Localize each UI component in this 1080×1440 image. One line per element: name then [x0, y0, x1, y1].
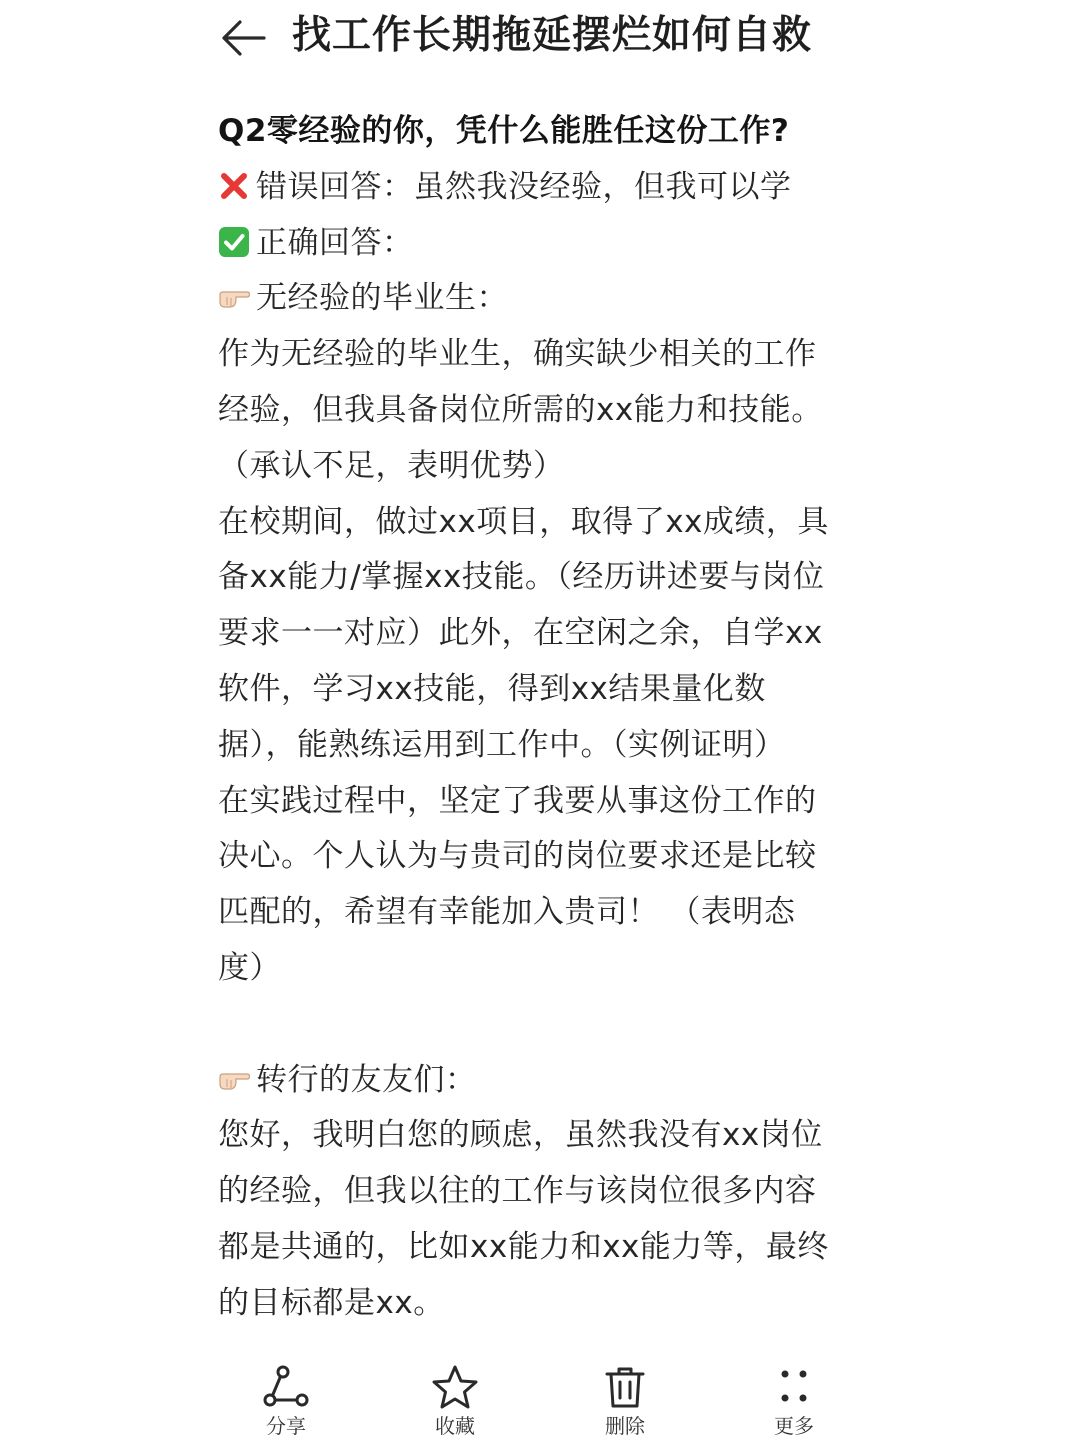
text-line	[218, 718, 866, 774]
line-text: 错误回答：虽然我没经验，但我可以学	[256, 168, 792, 205]
bottom-action-bar	[0, 1348, 1080, 1440]
line-text: 要求一一对应）此外，在空闲之余，自学xx	[218, 615, 823, 652]
line-text: 的目标都是xx。	[218, 1284, 445, 1321]
top-app-bar	[0, 0, 1080, 80]
line-text: 度）	[218, 949, 281, 986]
text-line	[218, 495, 866, 551]
article-body	[218, 104, 866, 1350]
line-text: 在实践过程中，坚定了我要从事这份工作的	[218, 782, 817, 819]
delete-label: 删除	[605, 1414, 645, 1438]
line-text: 在校期间，做过xx项目，取得了xx成绩，具	[218, 503, 829, 540]
cross-mark-icon	[218, 165, 250, 197]
line-text: （承认不足，表明优势）	[218, 447, 565, 484]
share-label: 分享	[266, 1414, 306, 1438]
text-line	[218, 1220, 866, 1276]
text-line	[218, 1276, 866, 1332]
arrow-left-icon	[218, 18, 266, 58]
text-line	[218, 941, 866, 997]
text-line	[218, 885, 866, 941]
more-label: 更多	[774, 1414, 814, 1438]
line-text: 软件，学习xx技能，得到xx结果量化数	[218, 670, 766, 707]
page-title: 找工作长期拖延摆烂如何自救	[292, 13, 813, 58]
line-text: 匹配的，希望有幸能加入贵司！ （表明态	[218, 894, 796, 931]
line-text: 的经验，但我以往的工作与该岗位很多内容	[218, 1173, 817, 1210]
line-text: 决心。个人认为与贵司的岗位要求还是比较	[218, 838, 817, 875]
line-text: 经验，但我具备岗位所需的xx能力和技能。	[218, 391, 823, 428]
line-text: 据），能熟练运用到工作中。（实例证明）	[218, 726, 786, 763]
blank-line	[218, 997, 866, 1053]
star-icon	[430, 1364, 480, 1410]
text-line	[218, 662, 866, 718]
share-button[interactable]	[231, 1364, 341, 1440]
text-line	[218, 383, 866, 439]
text-line	[218, 774, 866, 830]
pointing-hand-icon	[218, 276, 250, 308]
check-mark-icon	[218, 221, 250, 253]
back-button[interactable]	[214, 14, 270, 62]
text-line	[218, 550, 866, 606]
more-button[interactable]	[739, 1364, 849, 1440]
text-line	[218, 439, 866, 495]
line-text: 您好，我明白您的顾虑，虽然我没有xx岗位	[218, 1117, 823, 1154]
favorite-label: 收藏	[435, 1414, 475, 1438]
text-line	[218, 1164, 866, 1220]
text-line	[218, 606, 866, 662]
text-line	[218, 271, 866, 327]
line-text: 转行的友友们：	[256, 1061, 477, 1098]
line-text: 无经验的毕业生：	[256, 280, 508, 317]
pointing-hand-icon	[218, 1058, 250, 1090]
text-line	[218, 160, 866, 216]
share-icon	[261, 1364, 311, 1410]
line-text: 作为无经验的毕业生，确实缺少相关的工作	[218, 336, 817, 373]
favorite-button[interactable]	[400, 1364, 510, 1440]
text-line	[218, 327, 866, 383]
line-text: Q2零经验的你，凭什么能胜任这份工作?	[218, 113, 790, 149]
section-heading	[218, 104, 866, 160]
text-line	[218, 1108, 866, 1164]
text-line	[218, 1053, 866, 1109]
line-text: 正确回答：	[256, 224, 414, 261]
text-line	[218, 216, 866, 272]
line-text: 备xx能力/掌握xx技能。（经历讲述要与岗位	[218, 559, 825, 596]
line-text: 都是共通的，比如xx能力和xx能力等，最终	[218, 1228, 829, 1265]
trash-icon	[600, 1364, 650, 1410]
more-dots-icon	[769, 1364, 819, 1410]
delete-button[interactable]	[570, 1364, 680, 1440]
text-line	[218, 829, 866, 885]
